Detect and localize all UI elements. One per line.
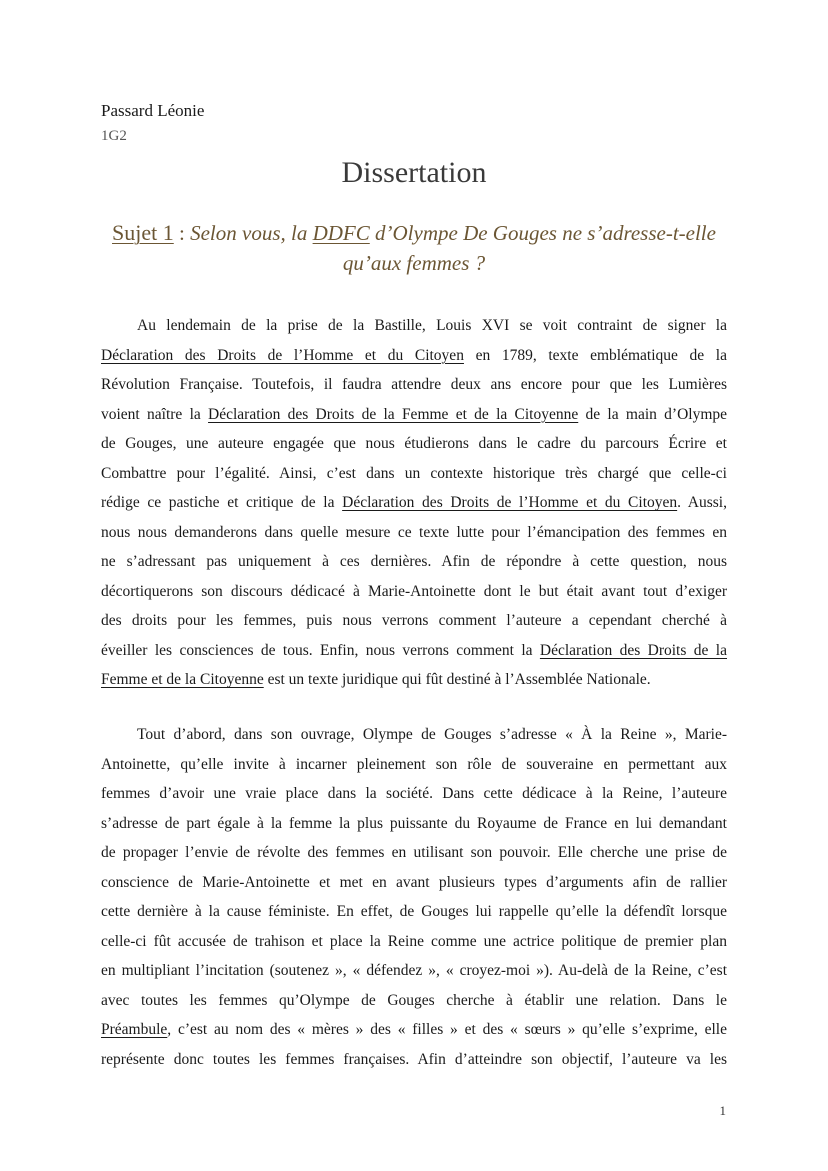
subject-question-part1: Selon vous, la xyxy=(190,221,313,245)
paragraph-line: représente donc toutes les femmes françaises. Afin d’atteindre son objectif, l’auteure va les xyxy=(101,1050,727,1068)
subject-label: Sujet 1 xyxy=(112,220,174,245)
paragraph-line: en multipliant l’incitation (soutenez », « défendez », « croyez-moi »). Au-delà de la Reine, c’est xyxy=(101,962,727,979)
document-title: Dissertation xyxy=(341,156,487,189)
first-part-paragraph xyxy=(101,720,727,1074)
paragraph-line: Combattre pour l’égalité. Ainsi, c’est dans un contexte historique très chargé que celle-ci xyxy=(101,464,727,482)
paragraph-line xyxy=(101,488,727,518)
line-text: voient naître la xyxy=(101,405,209,423)
ddfc-title: Déclaration des Droits de la xyxy=(539,641,727,659)
subject-ddfc: DDFC xyxy=(312,221,370,245)
paragraph-line: avec toutes les femmes qu’Olympe de Gouges cherche à établir une relation. Dans le xyxy=(101,991,727,1009)
paragraph-line: nous nous demanderons dans quelle mesure ce texte lutte pour l’émancipation des femmes en xyxy=(101,523,727,541)
line-text: en 1789, texte emblématique de la xyxy=(463,346,727,364)
paragraph-line: Antoinette, qu’elle invite à incarner pleinement son rôle de souveraine en permettant aux xyxy=(101,755,727,773)
paragraph-line xyxy=(101,636,727,666)
subject-question xyxy=(190,221,716,275)
paragraph-line: s’adresse de part égale à la femme la plus puissante du Royaume de France en lui demandant xyxy=(101,814,727,832)
paragraph-line: cette dernière à la cause féministe. En effet, de Gouges lui rappelle qu’elle la défendît lorsque xyxy=(101,903,727,920)
paragraph-line xyxy=(101,341,727,371)
author-name: Passard Léonie xyxy=(101,101,205,120)
paragraph-line xyxy=(101,665,727,695)
ddfc-title: Femme et de la Citoyenne xyxy=(101,671,264,688)
line-text: rédige ce pastiche et critique de la xyxy=(101,494,343,511)
ddfc-title: Déclaration des Droits de la Femme et de la Citoyenne xyxy=(208,405,579,423)
page-number: 1 xyxy=(719,1103,726,1118)
paragraph-line xyxy=(101,1015,727,1045)
subject-separator: : xyxy=(173,221,191,245)
paragraph-line: celle-ci fût accusée de trahison et place la Reine comme une actrice politique de premier plan xyxy=(101,932,727,950)
line-text: . Aussi, xyxy=(677,494,727,511)
paragraph-line xyxy=(101,400,727,430)
paragraph-line: de propager l’envie de révolte des femmes en utilisant son pouvoir. Elle cherche une prise de xyxy=(101,844,727,861)
paragraph-line: Tout d’abord, dans son ouvrage, Olympe de Gouges s’adresse « À la Reine », Marie- xyxy=(137,726,727,743)
ddhc-title: Déclaration des Droits de l’Homme et du Citoyen xyxy=(342,494,678,511)
subject-question-part2: d’Olympe De Gouges ne s’adresse-t-elle qu’aux femmes ? xyxy=(342,221,716,275)
line-text: est un texte juridique qui fût destiné à l’Assemblée Nationale. xyxy=(263,671,651,688)
paragraph-line: Révolution Française. Toutefois, il faudra attendre deux ans encore pour que les Lumières xyxy=(101,376,727,393)
paragraph-line: décortiquerons son discours dédicacé à Marie-Antoinette dont le but était avant tout d’exiger xyxy=(101,582,727,600)
introduction-paragraph xyxy=(101,311,727,695)
line-text: de la main d’Olympe xyxy=(578,405,728,423)
line-text: , c’est au nom des « mères » des « filles » et des « sœurs » qu’elle s’exprime, elle xyxy=(167,1021,727,1038)
paragraph-line: ne s’adressant pas uniquement à ces dernières. Afin de répondre à cette question, nous xyxy=(101,553,727,570)
line-text: éveiller les consciences de tous. Enfin, nous verrons comment la xyxy=(101,641,540,659)
class-label: 1G2 xyxy=(101,128,127,144)
preambule-title: Préambule xyxy=(101,1021,168,1038)
paragraph-line: Au lendemain de la prise de la Bastille, Louis XVI se voit contraint de signer la xyxy=(137,317,727,334)
paragraph-line: conscience de Marie-Antoinette et met en avant plusieurs types d’arguments afin de rallier xyxy=(101,873,727,891)
paragraph-line: femmes d’avoir une vraie place dans la société. Dans cette dédicace à la Reine, l’auteure xyxy=(101,785,727,802)
paragraph-line: des droits pour les femmes, puis nous verrons comment l’auteure a cependant cherché à xyxy=(101,612,727,629)
paragraph-line: de Gouges, une auteure engagée que nous étudierons dans le cadre du parcours Écrire et xyxy=(101,435,727,452)
ddhc-title: Déclaration des Droits de l’Homme et du Citoyen xyxy=(101,346,464,364)
subject-heading xyxy=(101,218,727,278)
